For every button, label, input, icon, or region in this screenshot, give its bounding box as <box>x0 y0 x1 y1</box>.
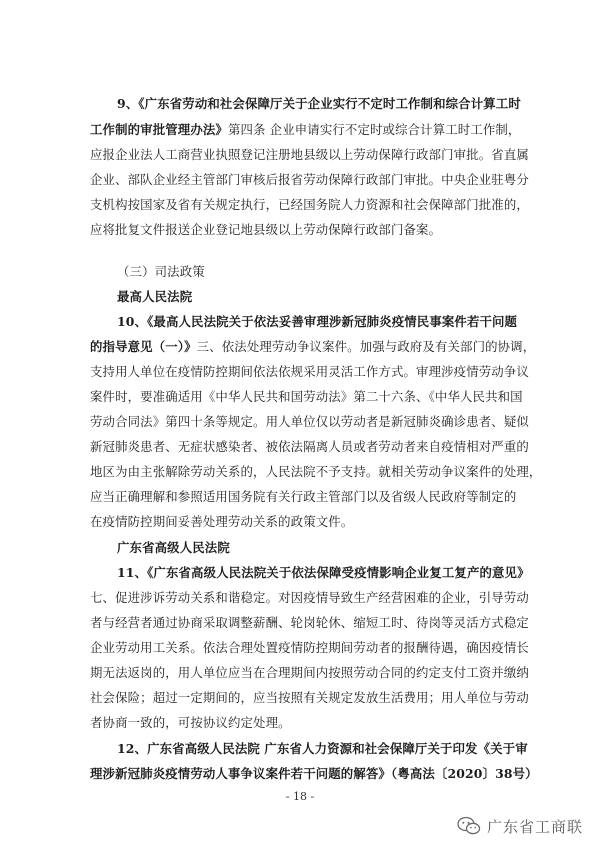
text-line <box>90 638 529 658</box>
text-line <box>90 145 529 165</box>
text-segment: 新冠肺炎患者、无症状感染者、被依法隔离人员或者劳动者来自疫情相对严重的 <box>90 439 529 454</box>
text-segment: 者协商一致的，可按协议约定处理。 <box>90 715 291 730</box>
wechat-icon <box>457 816 481 836</box>
subsection-heading <box>117 538 230 558</box>
text-segment: 者与经营者通过协商采取调整薪酬、轮岗轮休、缩短工时、待岗等灵活方式稳定 <box>90 615 529 630</box>
text-line <box>90 613 529 633</box>
page-number: - 18 - <box>285 790 315 803</box>
bold-text-segment: 最高人民法院 <box>117 289 193 304</box>
text-line <box>90 713 291 733</box>
watermark <box>457 815 583 837</box>
section-heading <box>117 262 205 282</box>
text-segment: 在疫情防控期间妥善处理劳动关系的政策文件。 <box>90 514 354 529</box>
text-segment: 地区为由主张解除劳动关系的，人民法院不予支持。就相关劳动争议案件的处理， <box>90 464 542 479</box>
text-line <box>117 312 517 332</box>
text-line <box>90 387 523 407</box>
text-line <box>90 362 529 382</box>
text-line <box>90 220 441 240</box>
bold-text-segment: 9、《广东省劳动和社会保障厅关于企业实行不定时工作制和综合计算工时 <box>117 96 521 111</box>
text-segment: 应当正确理解和参照适用国务院有关行政主管部门以及省级人民政府等制定的 <box>90 489 517 504</box>
bold-text-segment: 11、《广东省高级人民法院关于依法保障受疫情影响企业复工复产的意见》 <box>117 565 530 580</box>
bold-text-segment: 10、《最高人民法院关于依法妥善审理涉新冠肺炎疫情民事案件若干问题 <box>117 314 518 329</box>
text-segment: 应将批复文件报送企业登记地县级以上劳动保障行政部门备案。 <box>90 222 442 237</box>
bold-text-segment: 广东省高级人民法院 <box>117 540 230 555</box>
text-segment: 劳动合同法》第四十条等规定。用人单位仅以劳动者是新冠肺炎确诊患者、疑似 <box>90 414 529 429</box>
text-line <box>90 462 541 482</box>
text-line <box>117 94 521 114</box>
text-segment: 七、促进涉诉劳动关系和谐稳定。对因疫情导致生产经营困难的企业，引导劳动 <box>90 590 529 605</box>
text-line <box>90 170 529 190</box>
text-segment: 企业、部队企业经主管部门审核后报省劳动保障行政部门审批。中央企业驻粤分 <box>90 172 529 187</box>
text-line <box>90 337 535 357</box>
text-line <box>90 437 529 457</box>
text-segment: 应报企业法人工商营业执照登记注册地县级以上劳动保障行政部门审批。省直属 <box>90 147 529 162</box>
text-segment: 支机构按国家及省有关规定执行，已经国务院人力资源和社会保障部门批准的， <box>90 197 529 212</box>
subsection-heading <box>117 287 192 307</box>
text-line <box>117 563 530 583</box>
text-line <box>90 195 529 215</box>
text-line <box>90 487 516 507</box>
text-segment: 三、依法处理劳动争议案件。加强与政府及有关部门的协调， <box>196 339 536 354</box>
text-line <box>90 764 538 784</box>
text-segment: 社会保险；超过一定期间的，应当按照有关规定发放生活费用；用人单位与劳动 <box>90 690 529 705</box>
text-segment: 企业劳动用工关系。依法合理处置疫情防控期间劳动者的报酬待遇，确因疫情长 <box>90 640 529 655</box>
bold-text-segment: 12、广东省高级人民法院 广东省人力资源和社会保障厅关于印发《关于审 <box>117 741 528 756</box>
text-segment: （三）司法政策 <box>117 264 205 279</box>
text-segment: 期无法返岗的，用人单位应当在合理期间内按照劳动合同的约定支付工资并缴纳 <box>90 665 529 680</box>
watermark-text: 广东省工商联 <box>487 817 584 836</box>
text-line <box>90 512 353 532</box>
text-segment: 第四条 企业申请实行不定时或综合计算工时工作制， <box>227 122 521 137</box>
text-segment: 案件时，要准确适用《中华人民共和国劳动法》第二十六条、《中华人民共和国 <box>90 389 523 404</box>
text-line <box>90 688 529 708</box>
text-line <box>90 663 529 683</box>
text-line <box>117 739 528 759</box>
text-line <box>90 588 529 608</box>
bold-text-segment: 的指导意见（一）》 <box>90 339 197 354</box>
text-segment: 支持用人单位在疫情防控期间依法依规采用灵活工作方式。审理涉疫情劳动争议 <box>90 364 529 379</box>
bold-text-segment: 理涉新冠肺炎疫情劳动人事争议案件若干问题的解答》（粤高法〔2020〕38号） <box>90 766 538 781</box>
text-line <box>90 120 520 140</box>
bold-text-segment: 工作制的审批管理办法》 <box>90 122 228 137</box>
text-line <box>90 412 529 432</box>
